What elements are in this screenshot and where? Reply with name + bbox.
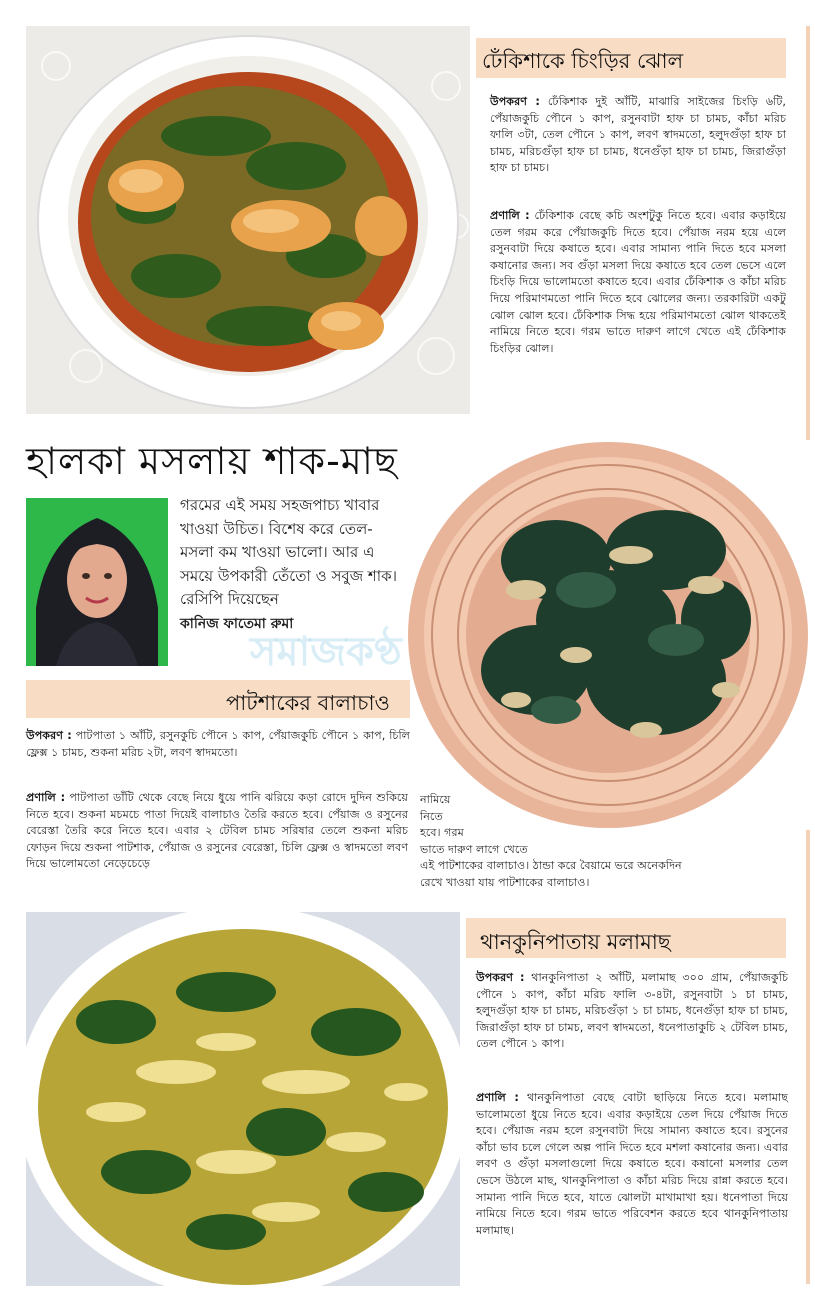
recipe1-method-text: ঢেঁকিশাক বেছে কচি অংশটুকু নিতে হবে। এবার কড়াইয়ে তেল গরম করে পেঁয়াজকুচি দিতে হবে। পেঁয়াজ নরম হয়ে এলে রসুনবাটা দিয়ে কষাতে হবে। এবার সামান্য পানি দিতে হবে মসলা কষানোর জন্য। সব গুঁড়া মসলা দিয়ে কষাতে হবে তেল ভেসে এলে চিংড়ি দিয়ে ভালোমতো কষাতে হবে। এবার ঢেঁকিশাক ও কাঁচা মরিচ দিয়ে পরিমাণমতো পানি দিতে হবে ঝোলের জন্য। তরকারিটা একটু ঝোল ঝোল হবে। ঢেঁকিশাক সিদ্ধ হয়ে পরিমাণমতো ঝোল থাকতেই নামিয়ে নিতে হবে। গরম ভাতে দারুণ লাগে খেতে এই ঢেঁকিশাক চিংড়ির ঝোল।	[490, 209, 786, 355]
recipe2-cont-line: এই পাটশাকের বালাচাও। ঠান্ডা করে বৈয়ামে ভরে অনেকদিন	[420, 859, 682, 873]
recipe2-ingredients-label: উপকরণ :	[26, 729, 72, 742]
author-photo	[26, 498, 168, 666]
recipe1-heading-bar	[476, 38, 786, 78]
recipe2-cont-line: নিতে	[420, 809, 443, 823]
recipe2-cont-line: হবে। গরম	[420, 826, 464, 840]
recipe3-ingredients-label: উপকরণ :	[476, 971, 525, 984]
jute-leaf-balachao-photo	[406, 440, 810, 830]
recipe2-ingredients-text: পাটপাতা ১ আঁটি, রসুনকুচি পৌনে ১ কাপ, পেঁয়াজকুচি পৌনে ১ কাপ, চিলি ফ্লেক্স ১ চামচ, শুকনা মরিচ ২টা, লবণ স্বাদমতো।	[26, 729, 410, 759]
recipe1-ingredients-text: ঢেঁকিশাক দুই আঁটি, মাঝারি সাইজের চিংড়ি ৬টি, পেঁয়াজকুচি পৌনে ১ কাপ, রসুনবাটা হাফ চা চামচ, কাঁচা মরিচ ফালি ৩টা, তেল পৌনে ১ কাপ, লবণ স্বাদমতো, হলুদগুঁড়া হাফ চা চামচ, মরিচগুঁড়া হাফ চা চামচ, ধনেগুঁড়া হাফ চা চামচ, জিরাগুঁড়া হাফ চা চামচ।	[490, 95, 786, 175]
recipe1-method	[490, 208, 786, 357]
recipe2-method	[26, 790, 408, 873]
recipe2-method-text: পাটপাতা ডাঁটি থেকে বেছে নিয়ে ধুয়ে পানি ঝরিয়ে কড়া রোদে দুদিন শুকিয়ে নিতে হবে। শুকনা মচমচে পাতা দিয়েই বালাচাও তৈরি করতে হবে। পেঁয়াজ ও রসুনের বেরেস্তা তৈরি করে নিতে হবে। এবার ২ টেবিল চামচ সরিষার তেলে শুকনা মরিচ ফোড়ন দিয়ে শুকনা পাটশাক, পেঁয়াজ ও রসুনের বেরেস্তা, চিলি ফ্লেক্স ও স্বাদমতো লবণ দিয়ে ভালোমতো নেড়েচেড়ে	[26, 791, 409, 871]
recipe3-method-text: থানকুনিপাতা বেছে বোটা ছাড়িয়ে নিতে হবে। মলামাছ ভালোমতো ধুয়ে নিতে হবে। এবার কড়াইয়ে তেল দিয়ে পেঁয়াজ দিতে হবে। পেঁয়াজ নরম হলে রসুনবাটা দিয়ে সামান্য কষাতে হবে। রসুনের কাঁচা ভাব চলে গেলে অল্প পানি দিতে হবে মশলা কষানোর জন্য। এবার লবণ ও গুঁড়া মসলাগুলো দিয়ে কষাতে হবে। কষানো মসলার তেল ভেসে উঠলে মাছ, থানকুনিপাতা ও কাঁচা মরিচ দিয়ে রান্না করতে হবে। সামান্য পানি দিতে হবে, যাতে ঝোলটা মাখামাখা হয়। ধনেপাতা দিয়ে নামিয়ে নিতে হবে। গরম ভাতে পরিবেশন করতে হবে থানকুনিপাতায় মলামাছ।	[476, 1091, 788, 1237]
recipe2-ingredients	[26, 728, 410, 761]
author-name: কানিজ ফাতেমা রুমা	[180, 615, 294, 632]
recipe2-title: পাটশাকের বালাচাও	[225, 691, 390, 715]
recipe2-cont-line: রেখে খাওয়া যায় পাটশাকের বালাচাও।	[420, 875, 590, 889]
recipe1-method-label: প্রণালি :	[490, 209, 530, 222]
recipe1-title: ঢেঁকিশাকে চিংড়ির ঝোল	[482, 49, 684, 73]
recipe2-method-continued	[420, 792, 800, 892]
shrimp-curry-photo	[26, 26, 470, 414]
recipe3-method	[476, 1090, 788, 1239]
recipe3-title: থানকুনিপাতায় মলামাছ	[480, 930, 671, 954]
recipe3-method-label: প্রণালি :	[476, 1091, 519, 1104]
main-title: হালকা মসলায় শাক-মাছ	[26, 439, 398, 483]
recipe3-heading-bar	[466, 918, 786, 958]
recipe1-ingredients-label: উপকরণ :	[490, 95, 540, 108]
recipe2-method-label: প্রণালি :	[26, 791, 66, 804]
fish-pennywort-photo	[26, 912, 460, 1286]
recipe2-cont-line: নামিয়ে	[420, 793, 451, 806]
recipe2-heading-bar	[26, 680, 410, 718]
intro-body: গরমের এই সময় সহজপাচ্য খাবার খাওয়া উচিত। বিশেষ করে তেল-মসলা কম খাওয়া ভালো। আর এ সময়ে উপকারী তেঁতো ও সবুজ শাক। রেসিপি দিয়েছেন	[180, 496, 397, 608]
intro-text	[180, 494, 400, 636]
recipe2-cont-line: ভাতে দারুণ লাগে খেতে	[420, 842, 528, 856]
watermark-text: সমাজকণ্ঠ	[250, 629, 402, 675]
recipe1-ingredients	[490, 94, 786, 177]
recipe3-ingredients-text: থানকুনিপাতা ২ আঁটি, মলামাছ ৩০০ গ্রাম, পেঁয়াজকুচি পৌনে ১ কাপ, কাঁচা মরিচ ফালি ৩-৪টা, রসুনবাটা ১ চা চামচ, হলুদগুঁড়া হাফ চা চামচ, মরিচগুঁড়া ১ চা চামচ, ধনেগুঁড়া হাফ চা চামচ, জিরাগুঁড়া হাফ চা চামচ, লবণ স্বাদমতো, ধনেপাতাকুচি ২ টেবিল চামচ, তেল পৌনে ১ কাপ।	[476, 971, 788, 1051]
recipe3-ingredients	[476, 970, 788, 1053]
